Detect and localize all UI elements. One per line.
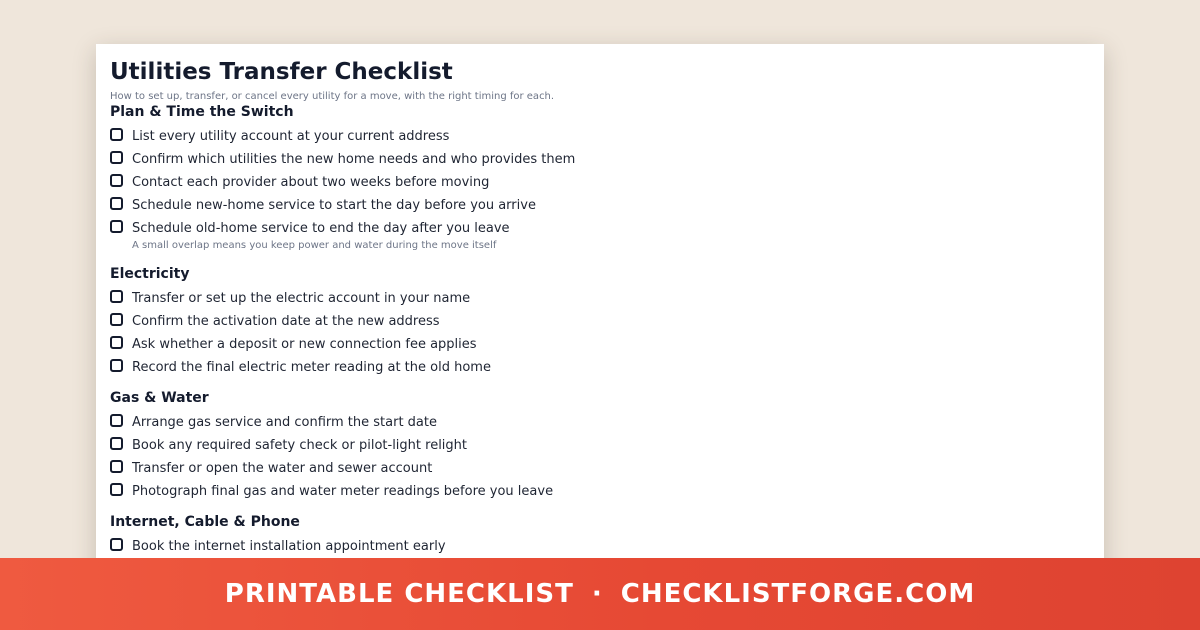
checklist-section [110,513,1090,558]
item-body [132,457,432,478]
item-body [132,356,491,377]
item-text: Arrange gas service and confirm the start date [132,415,437,430]
item-body [132,434,467,455]
item-text: Photograph final gas and water meter readings before you leave [132,484,554,499]
checklist-item [110,125,1090,148]
checklist-item [110,356,1090,379]
checkbox[interactable] [110,414,123,427]
banner-separator: · [591,579,603,609]
item-text: Transfer or open the water and sewer account [132,461,433,476]
checklist-sections [110,103,1090,558]
checklist-item [110,310,1090,333]
checkbox[interactable] [110,437,123,450]
checklist-items [110,287,1090,379]
item-note: A small overlap means you keep power and water during the move itself [132,240,497,251]
section-title: Gas & Water [110,390,209,406]
checkbox[interactable] [110,174,123,187]
checklist-item [110,535,1090,558]
checklist-items [110,535,1090,558]
checklist-item [110,480,1090,503]
page-title: Utilities Transfer Checklist [110,59,453,85]
checklist-section [110,103,1090,255]
section-title: Plan & Time the Switch [110,104,294,120]
item-text: Book any required safety check or pilot-light relight [132,438,468,453]
item-body [132,217,510,252]
checkbox[interactable] [110,483,123,496]
item-text: List every utility account at your current address [132,129,450,144]
checklist-section [110,389,1090,503]
footer-banner [0,558,1200,630]
item-body [132,480,553,501]
item-body [132,411,437,432]
checklist-item [110,434,1090,457]
checkbox[interactable] [110,151,123,164]
checklist-sheet [96,44,1104,584]
checkbox[interactable] [110,128,123,141]
checklist-item [110,457,1090,480]
item-body [132,287,470,308]
checklist-item [110,333,1090,356]
item-text: Contact each provider about two weeks before moving [132,175,490,190]
item-text: Ask whether a deposit or new connection fee applies [132,337,477,352]
item-body [132,148,575,169]
checkbox[interactable] [110,359,123,372]
item-text: Schedule old-home service to end the day after you leave [132,221,510,236]
checklist-item [110,194,1090,217]
checklist-item [110,171,1090,194]
checkbox[interactable] [110,336,123,349]
checklist-items [110,125,1090,255]
item-body [132,310,440,331]
checklist-item [110,411,1090,434]
section-title: Internet, Cable & Phone [110,514,300,530]
item-text: Book the internet installation appointment early [132,539,446,554]
item-body [132,125,449,146]
item-text: Confirm the activation date at the new address [132,314,440,329]
page-subtitle: How to set up, transfer, or cancel every utility for a move, with the right timing for each. [110,91,555,102]
checkbox[interactable] [110,313,123,326]
item-text: Transfer or set up the electric account in your name [132,291,471,306]
checkbox[interactable] [110,538,123,551]
item-text: Confirm which utilities the new home needs and who provides them [132,152,576,167]
section-title: Electricity [110,266,190,282]
item-body [132,333,477,354]
checkbox[interactable] [110,290,123,303]
item-body [132,535,446,556]
checkbox[interactable] [110,197,123,210]
item-body [132,171,489,192]
item-body [132,194,536,215]
banner-site: CHECKLISTFORGE.COM [620,579,976,609]
item-text: Schedule new-home service to start the day before you arrive [132,198,536,213]
checklist-section [110,265,1090,379]
checklist-item [110,148,1090,171]
checkbox[interactable] [110,460,123,473]
checklist-content [96,44,1104,558]
checkbox[interactable] [110,220,123,233]
checklist-items [110,411,1090,503]
checklist-item [110,287,1090,310]
banner-label: PRINTABLE CHECKLIST [224,579,574,609]
item-text: Record the final electric meter reading at the old home [132,360,491,375]
checklist-item [110,217,1090,255]
